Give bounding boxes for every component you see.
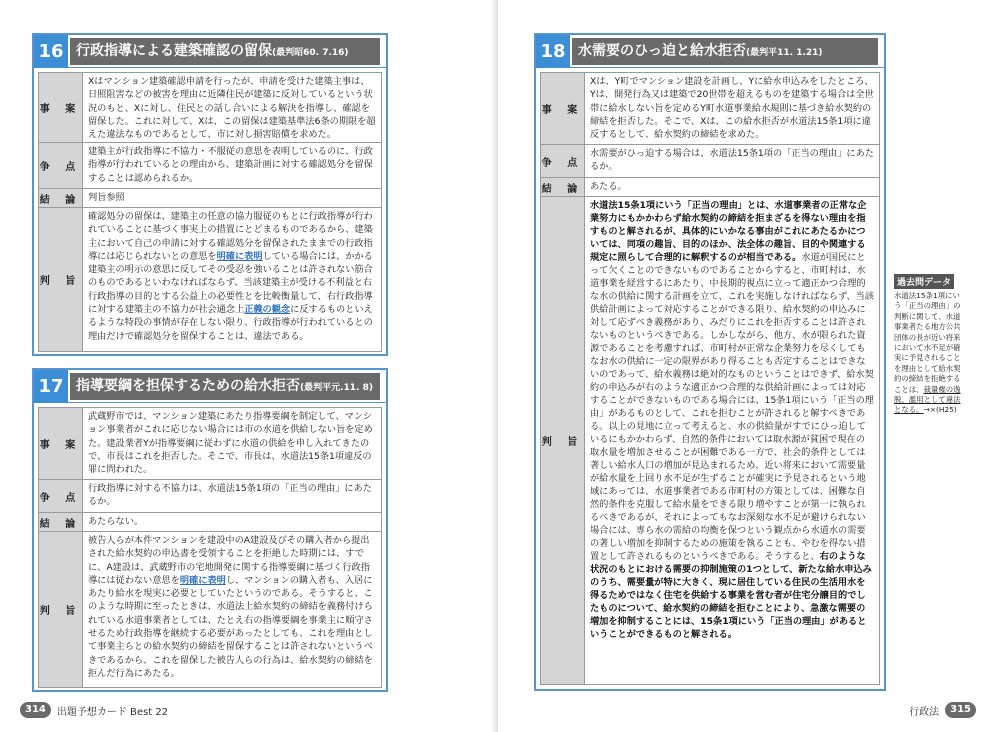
- row-holding: [38, 207, 382, 352]
- label-conclusion: 結 論: [541, 178, 585, 196]
- case-citation: (最判昭60. 7.16): [272, 48, 349, 58]
- holding-bold: 右のような状況のもとにおける需要の抑制施策の1つとして、新たな給水申込みのうち、需要量が特に大きく、現に居住している住民の生活用水を得るためではなく住宅を供給する事業を営む者が住宅分譲目的でしたものについて、給水契約の締結を拒むことにより、急激な需要の増加を抑制することには、15条1項にいう「正当の理由」があるということができるものと解される。: [590, 551, 872, 640]
- label-holding: 判 旨: [541, 197, 585, 684]
- issue-text: 行政指導に対する不協力は、水道法15条1項の「正当の理由」にあたるか。: [88, 483, 372, 508]
- highlight-term: 明確に表明: [179, 574, 226, 586]
- footer-left: [20, 702, 168, 718]
- case-card-18: [534, 33, 886, 691]
- card-number: 18: [536, 35, 570, 68]
- row-facts: [38, 407, 382, 480]
- card-body: [540, 72, 880, 685]
- page-number-right: 315: [945, 702, 976, 718]
- issue-text: 建築主が行政指導に不協力・不服従の意思を表明しているのに、行政指導が行われているとの理由から、建築計画に対する確認処分を留保することは認められるか。: [88, 146, 373, 184]
- card-header: [34, 370, 386, 403]
- sidebar-text: [894, 291, 962, 416]
- issue-text: 水需要がひっ迫する場合は、水道法15条1項の「正当の理由」にあたるか。: [590, 148, 874, 173]
- label-facts: 事 案: [39, 408, 83, 479]
- card-title-text: 水需要のひっ迫と給水拒否: [578, 43, 746, 59]
- card-title-text: 行政指導による建築確認の留保: [76, 43, 272, 59]
- row-holding: [38, 531, 382, 688]
- footer-right: [909, 702, 976, 718]
- row-conclusion: [540, 177, 880, 197]
- row-holding: [540, 196, 880, 685]
- facts-text: Xは、Y町でマンション建設を計画し、Yに給水申込みをしたところ、Yは、開発行為又は建築で20世帯を超えるものを建築する場合は全世帯に給水しない旨を定めるY町水道事業給水規則に基づき給水契約の締結を拒否した。そこで、Xは、この給水拒否が水道法15条1項に違反するとして、給水契約の締結を求めた。: [590, 76, 874, 141]
- holding-part: に反するものといえるような特段の事情が存在しない限り、行政指導が行われているとの理由だけで確認処分を留保することは、違法である。: [88, 304, 373, 342]
- footer-book-title: 出題予想カード Best 22: [56, 706, 169, 718]
- row-conclusion: [38, 188, 382, 208]
- sidebar-part: 水道法15条1項にいう「正当の理由」の判断に関して、水道事業者たる地方公共団体の長が近い将来において水不足が確実に予見されることを理由として給水契約の締結を拒絶することは、: [894, 291, 961, 394]
- card-number: 16: [34, 35, 68, 68]
- conclusion-text: あたらない。: [88, 516, 144, 527]
- case-citation: (最判平11. 1.21): [746, 48, 823, 58]
- label-issue: 争 点: [541, 145, 585, 177]
- label-holding: 判 旨: [39, 532, 83, 687]
- row-issue: [38, 479, 382, 513]
- row-conclusion: [38, 512, 382, 532]
- card-body: [38, 72, 382, 350]
- label-holding: 判 旨: [39, 208, 83, 351]
- row-issue: [38, 142, 382, 189]
- label-facts: 事 案: [541, 73, 585, 144]
- card-title: [572, 38, 878, 65]
- holding-text: [585, 197, 879, 684]
- case-card-17: [32, 368, 388, 692]
- page-number-left: 314: [20, 702, 51, 718]
- card-header: [536, 35, 884, 68]
- facts-text: Xはマンション建築確認申請を行ったが、申請を受けた建築主事は、日照阻害などの被害を理由に近隣住民が建築に反対しているという状況のもと、Xに対し、住民との話し合いによる解決を指導し、確認を留保した。これに対して、Xは、この留保は建築基準法6条の期限を超えた違法なものであるとして、市に対し損害賠償を求めた。: [88, 76, 376, 141]
- card-header: [34, 35, 386, 68]
- holding-part: 確認処分の留保は、建築主の任意の協力服従のもとに行政指導が行われていることに基づく事実上の措置にとどまるものであるから、建築主において自己の申請に対する確認処分を留保されたままでの行政指導には応じられないとの意思を: [88, 211, 373, 262]
- sidebar-underline: 裁量権の逸脱、濫用として違法となる。: [894, 384, 961, 415]
- row-facts: [540, 72, 880, 145]
- holding-part: 被告人らが本件マンションを建設中のA建設及びその購入者から提出された給水契約の申込書を受領することを拒絶した時期には、すでに、A建設は、武蔵野市の宅地開発に関する指導要綱に基づく行政指導には従わない意思を: [88, 535, 370, 586]
- sidebar-heading: 過去問データ: [894, 274, 954, 289]
- card-title-text: 指導要綱を担保するための給水拒否: [76, 378, 300, 394]
- holding-text: [83, 208, 381, 351]
- conclusion-text: あたる。: [590, 181, 627, 192]
- holding-part: している場合には、かかる建築主の明示の意思に反してその受忍を強いることは許されない筋合のものであるといわなければならず、当該建築主が受ける不利益と右行政指導の目的とする公益上の必要性とを比較衡量して、右行政指導に対する建築主の不協力が社会通念上: [88, 250, 373, 316]
- holding-text: [83, 532, 381, 687]
- row-issue: [540, 144, 880, 178]
- holding-part: し、マンションの購入者も、入居にあたり給水を現実に必要としていたというのである。そうすると、このような時期に至ったときは、水道法上給水契約の締結を義務付けられている水道事業者としては、たとえ右の指導要綱を事業主に順守させるため行政指導を継続する必要があったとしても、これを理由として事業主らとの給水契約の締結を留保することは許されないというべきであるから、これを留保した被告人らの行為は、給水契約の締結を拒んだ行為にあたる。: [88, 574, 373, 679]
- card-body: [38, 407, 382, 686]
- right-page: [498, 0, 996, 732]
- sidebar-answer: →×(H25): [923, 405, 957, 415]
- highlight-term: 明確に表明: [216, 250, 263, 262]
- facts-text: 武蔵野市では、マンション建築にあたり指導要綱を制定して、マンション事業者がこれに応じない場合には市の水道を供給しない旨を定めた。建設業者Yが指導要綱に従わずに水道の供給を申し入れてきたので、市長はこれを拒否した。そこで、市長は、水道法15条1項違反の罪に問われた。: [88, 411, 373, 476]
- case-card-16: [32, 33, 388, 356]
- label-conclusion: 結 論: [39, 189, 83, 207]
- holding-part: 水道が国民にとって欠くことのできないものであることからすると、市町村は、水道事業を経営するにあたり、中長期的視点に立って適正かつ合理的な水の供給に関する計画を立て、これを実施しなければならず、当該供給計画によって対応することができる限り、給水契約の申込みに対して応ずべき義務があり、みだりにこれを拒否することは許されないものというべきである。しかしながら、他方、水が限られた資源であることを考慮すれば、市町村が正常な企業努力を尽くしてもなお水の供給に一定の限界があり得ることも否定することはできないのであって、給水義務は絶対的なものということはできず、給水契約の申込みが右のような適正かつ合理的な供給計画によっては対応することができないものである場合には、15条1項にいう「正当の理由」があるものとして、これを拒むことが許されると解すべきである。以上の見地に立って考えると、水の供給量がすでにひっ迫しているにもかかわらず、自然的条件においては取水源が貧困で現在の取水量を増加させることが困難である一方で、社会的条件としては著しい給水人口の増加が見込まれるため、近い将来において需要量が給水量を上回り水不足が生ずることが確実に予見されるという地域にあっては、水道事業者である市町村の方策としては、困難な自然的条件を克服して給水量をできる限り増やすことが第一に執られるべきであるが、それによってもなお深刻な水不足が避けられない場合には、専ら水の需給の均衡を保つという観点から水道水の需要の著しい増加を抑制するための施策を執ることも、やむを得ない措置として許されるものというべきである。そうすると、: [590, 252, 874, 562]
- highlight-term: 正義の観念: [244, 304, 291, 316]
- label-issue: 争 点: [39, 480, 83, 512]
- label-issue: 争 点: [39, 143, 83, 188]
- conclusion-text: 判旨参照: [88, 192, 125, 203]
- label-facts: 事 案: [39, 73, 83, 142]
- card-title: [70, 38, 380, 65]
- row-facts: [38, 72, 382, 143]
- card-number: 17: [34, 370, 68, 403]
- case-citation: (最判平元.11. 8): [300, 383, 373, 393]
- holding-bold: 水道法15条1項にいう「正当の理由」とは、水道事業者の正常な企業努力にもかかわらず給水契約の締結を拒まざるを得ない理由を指すものと解されるが、具体的にいかなる事由がこれにあたるかについては、同項の趣旨、目的のほか、法全体の趣旨、目的や関連する規定に照らして合理的に解釈するのが相当である。: [590, 200, 867, 263]
- past-exam-sidebar: [894, 270, 962, 416]
- card-title: [70, 373, 380, 400]
- footer-section: 行政法: [909, 706, 940, 718]
- label-conclusion: 結 論: [39, 513, 83, 531]
